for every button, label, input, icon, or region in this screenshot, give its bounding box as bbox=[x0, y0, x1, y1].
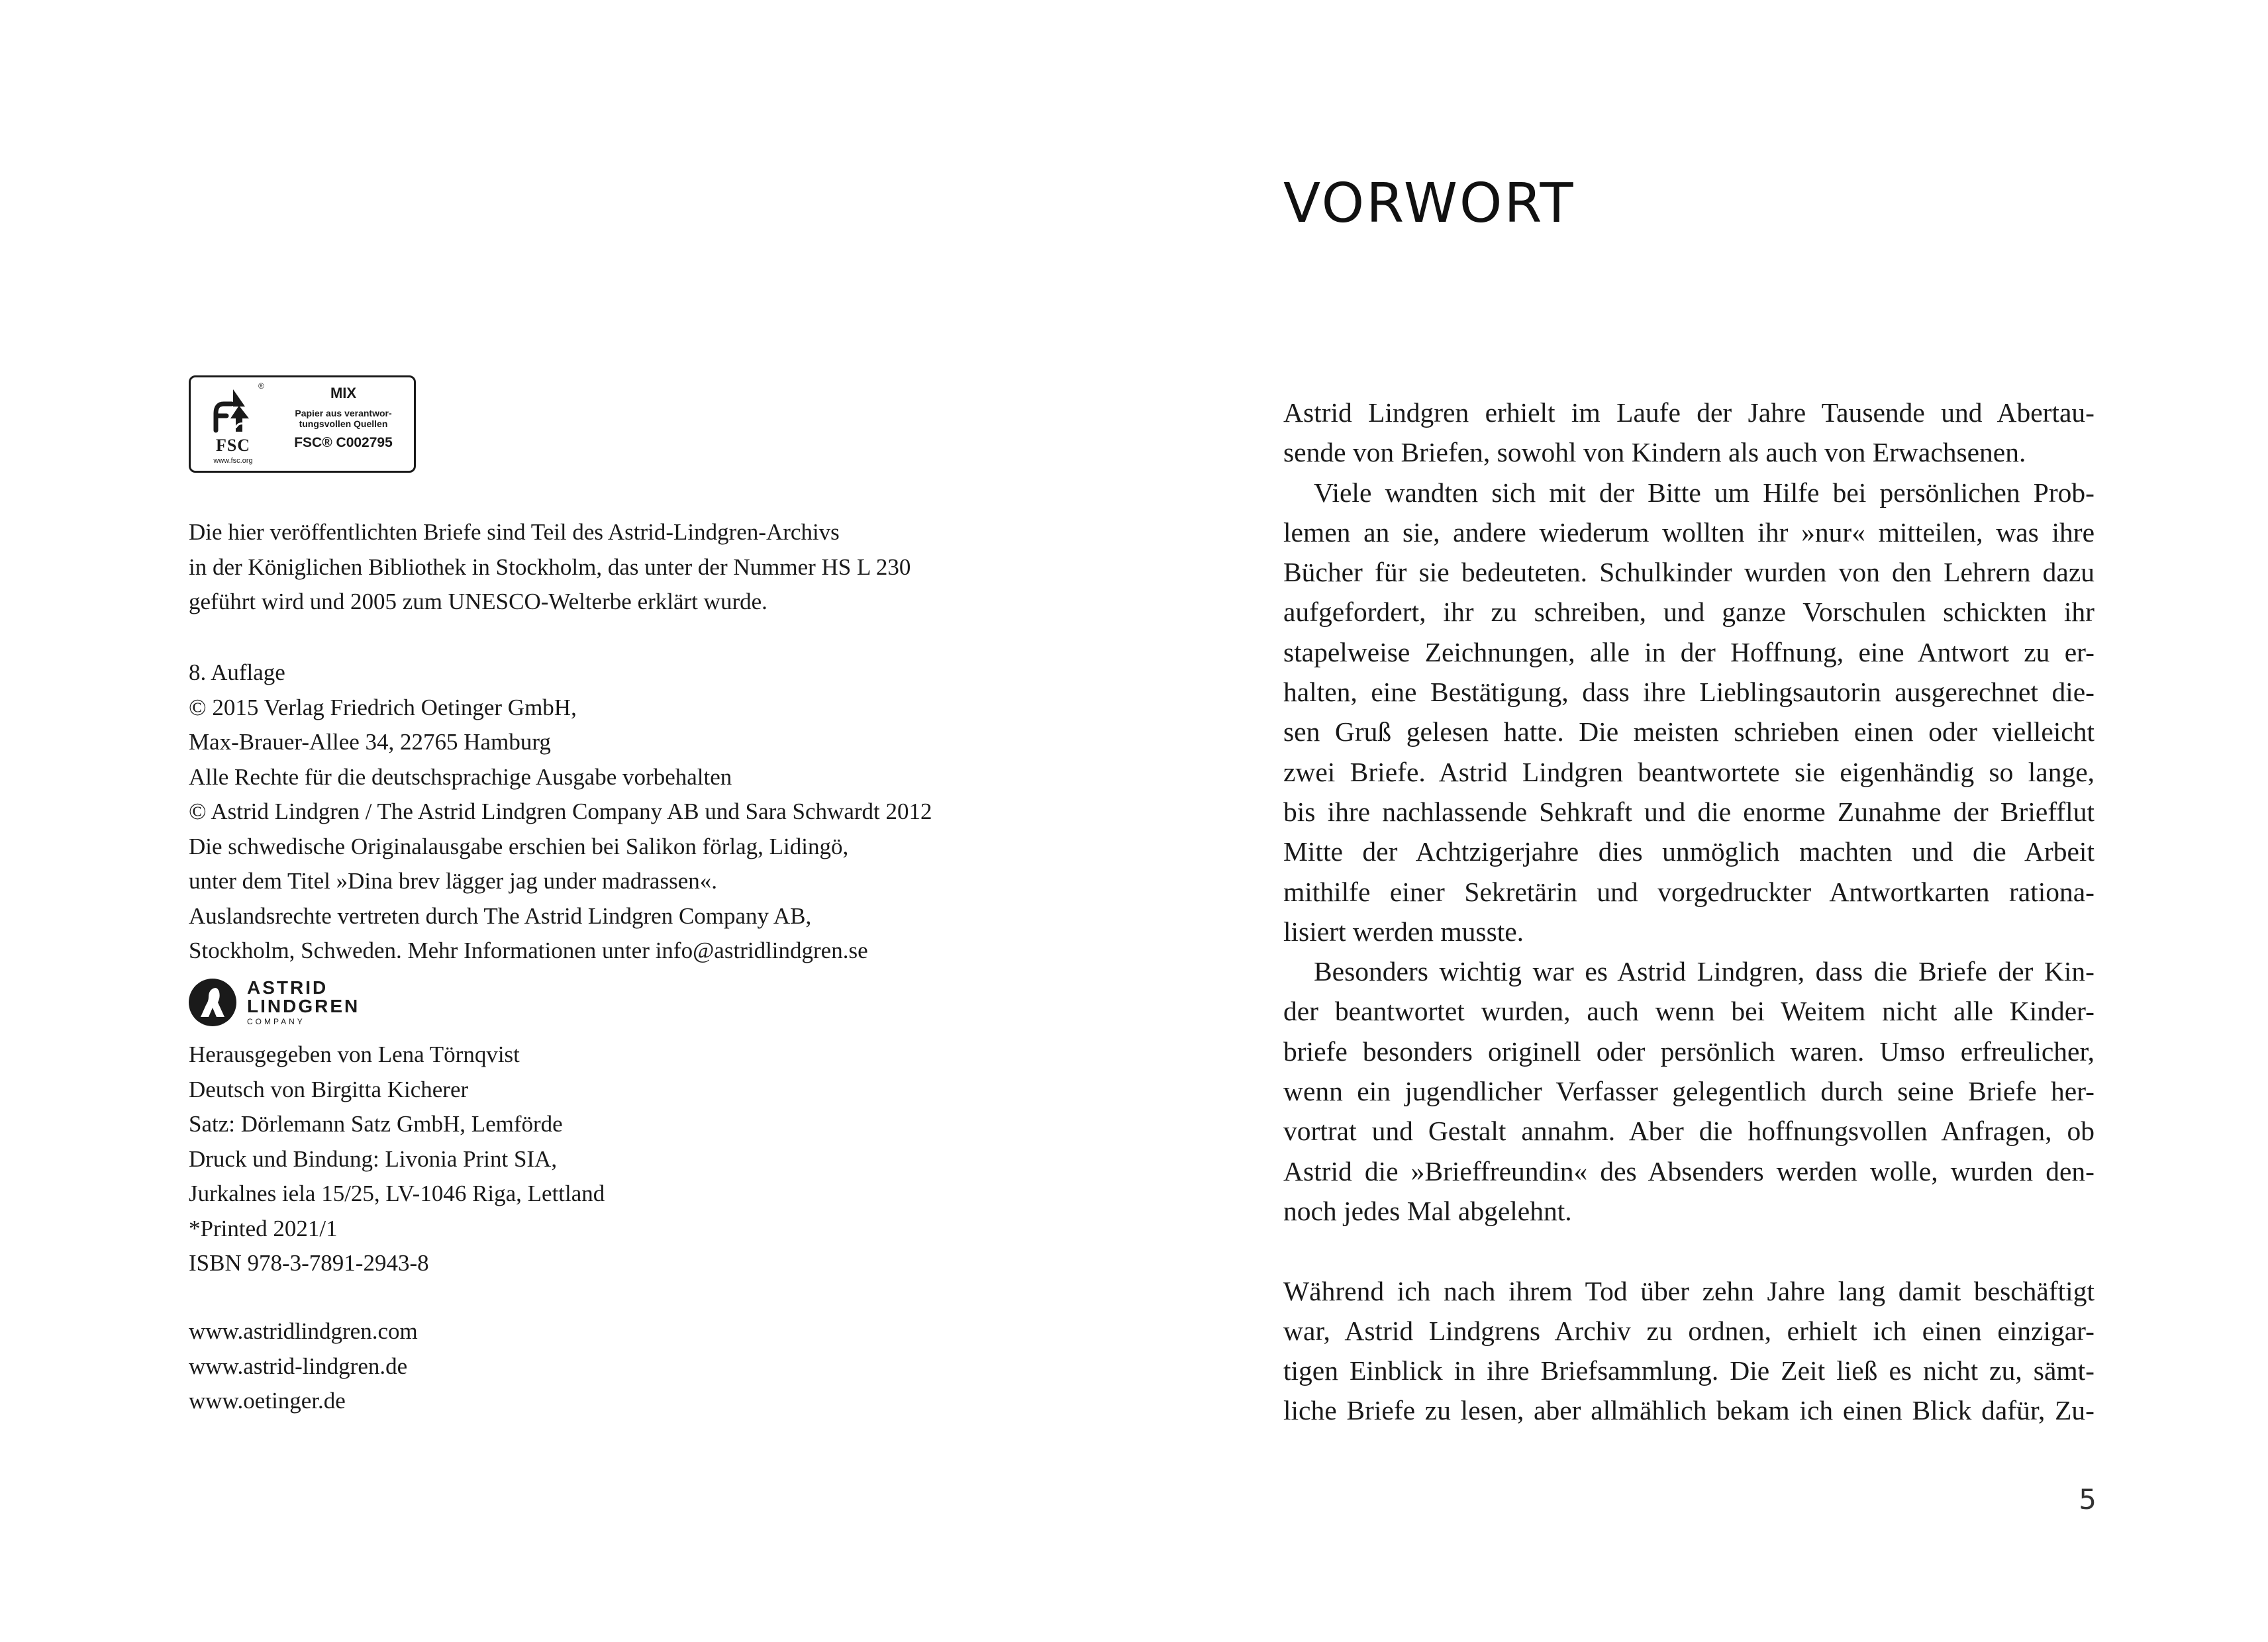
imprint-line: © 2015 Verlag Friedrich Oetinger GmbH, bbox=[189, 694, 577, 720]
fsc-registered-mark: ® bbox=[258, 381, 264, 391]
imprint-line: Stockholm, Schweden. Mehr Informationen unter info@astridlindgren.se bbox=[189, 938, 868, 963]
page-number: 5 bbox=[2079, 1483, 2096, 1516]
fsc-mix-label: MIX bbox=[330, 385, 357, 401]
imprint-line: Druck und Bindung: Livonia Print SIA, bbox=[189, 1145, 558, 1172]
imprint-line: 8. Auflage bbox=[189, 659, 285, 685]
text-line: zwei Briefe. Astrid Lindgren beantwortete sie eigenhändig so lange, bbox=[1283, 756, 2095, 787]
imprint-line: Satz: Dörlemann Satz GmbH, Lemförde bbox=[189, 1111, 563, 1137]
chapter-heading: VORWORT bbox=[1283, 172, 1575, 235]
imprint-line: © Astrid Lindgren / The Astrid Lindgren Company AB und Sara Schwardt 2012 bbox=[189, 798, 932, 824]
company-logo-text bbox=[247, 979, 360, 1028]
text-line: sen Gruß gelesen hatte. Die meisten schrieben einen oder vielleicht bbox=[1283, 716, 2095, 748]
company-logo-line: LINDGREN bbox=[247, 996, 360, 1016]
text-line: lisiert werden musste. bbox=[1283, 916, 1524, 947]
astrid-lindgren-company-logo bbox=[189, 979, 387, 1033]
fsc-brand-text: FSC bbox=[215, 436, 251, 455]
text-line: vortrat und Gestalt annahm. Aber die hoffnungsvollen Anfragen, ob bbox=[1283, 1116, 2095, 1147]
imprint-line: Max-Brauer-Allee 34, 22765 Hamburg bbox=[189, 729, 551, 755]
text-line: Astrid die »Brieffreundin« des Absenders werden wolle, wurden den- bbox=[1283, 1155, 2095, 1186]
text-line: der beantwortet wurden, auch wenn bei Weitem nicht alle Kinder- bbox=[1283, 996, 2095, 1027]
text-line: liche Briefe zu lesen, aber allmählich bekam ich einen Blick dafür, Zu- bbox=[1283, 1395, 2095, 1426]
text-line: Viele wandten sich mit der Bitte um Hilfe bei persönlichen Prob- bbox=[1314, 477, 2095, 508]
fsc-description-line: tungsvollen Quellen bbox=[299, 418, 388, 429]
text-line: wenn ein jugendlicher Verfasser gelegentlich durch seine Briefe her- bbox=[1283, 1076, 2095, 1107]
preface-body bbox=[1283, 393, 2095, 1431]
fsc-description-line: Papier aus verantwor- bbox=[295, 408, 392, 418]
text-line: war, Astrid Lindgrens Archiv zu ordnen, erhielt ich einen einzigar- bbox=[1283, 1315, 2095, 1346]
astrid-lindgren-silhouette-icon bbox=[189, 979, 236, 1026]
text-line: noch jedes Mal abgelehnt. bbox=[1283, 1195, 1572, 1226]
fsc-description bbox=[275, 408, 411, 429]
website-link: www.astrid-lindgren.de bbox=[189, 1353, 408, 1379]
text-line: bis ihre nachlassende Sehkraft und die enorme Zunahme der Briefflut bbox=[1283, 796, 2095, 827]
text-line: aufgefordert, ihr zu schreiben, und ganze Vorschulen schickten ihr bbox=[1283, 597, 2095, 628]
imprint-line: Alle Rechte für die deutschsprachige Ausgabe vorbehalten bbox=[189, 763, 732, 790]
imprint-line: unter dem Titel »Dina brev lägger jag under madrassen«. bbox=[189, 868, 717, 894]
company-logo-line: COMPANY bbox=[247, 1017, 305, 1026]
imprint-line: in der Königlichen Bibliothek in Stockholm, das unter der Nummer HS L 230 bbox=[189, 554, 911, 580]
fsc-label-text bbox=[275, 384, 411, 452]
text-line: tigen Einblick in ihre Briefsammlung. Die Zeit ließ es nicht zu, sämt- bbox=[1283, 1355, 2095, 1386]
website-link: www.oetinger.de bbox=[189, 1388, 346, 1414]
imprint-line: Jurkalnes iela 15/25, LV-1046 Riga, Lettland bbox=[189, 1181, 605, 1206]
imprint-line: Die schwedische Originalausgabe erschien bei Salikon förlag, Lidingö, bbox=[189, 833, 849, 859]
text-line: Bücher für sie bedeuteten. Schulkinder wurden von den Lehrern dazu bbox=[1283, 557, 2095, 588]
paragraph-spacer bbox=[1283, 1231, 2095, 1271]
imprint-line: geführt wird und 2005 zum UNESCO-Welterbe erklärt wurde. bbox=[189, 589, 767, 614]
fsc-license-code: FSC® C002795 bbox=[294, 435, 393, 450]
text-line: halten, eine Bestätigung, dass ihre Lieblingsautorin ausgerechnet die- bbox=[1283, 677, 2095, 708]
imprint-line: ISBN 978-3-7891-2943-8 bbox=[189, 1250, 429, 1276]
imprint-line: Herausgegeben von Lena Törnqvist bbox=[189, 1041, 520, 1067]
rights-notice bbox=[189, 655, 932, 969]
imprint-line: Auslandsrechte vertreten durch The Astrid Lindgren Company AB, bbox=[189, 902, 812, 929]
website-list bbox=[189, 1314, 418, 1419]
production-credits bbox=[189, 1038, 605, 1281]
imprint-line: Die hier veröffentlichten Briefe sind Teil des Astrid-Lindgren-Archivs bbox=[189, 519, 840, 545]
text-line: lemen an sie, andere wiederum wollten ihr »nur« mitteilen, was ihre bbox=[1283, 516, 2095, 548]
text-line: Besonders wichtig war es Astrid Lindgren, dass die Briefe der Kin- bbox=[1314, 956, 2095, 987]
archive-note bbox=[189, 515, 911, 620]
text-line: Während ich nach ihrem Tod über zehn Jahre lang damit beschäftigt bbox=[1283, 1275, 2095, 1306]
text-line: Mitte der Achtzigerjahre dies unmöglich machten und die Arbeit bbox=[1283, 836, 2095, 867]
fsc-certification-label bbox=[189, 375, 416, 473]
imprint-line: Deutsch von Birgitta Kicherer bbox=[189, 1076, 469, 1102]
text-line: briefe besonders originell oder persönlich waren. Umso erfreulicher, bbox=[1283, 1036, 2095, 1067]
text-line: stapelweise Zeichnungen, alle in der Hoffnung, eine Antwort zu er- bbox=[1283, 636, 2095, 667]
fsc-website: www.fsc.org bbox=[213, 457, 253, 465]
website-link: www.astridlindgren.com bbox=[189, 1318, 418, 1344]
text-line: Astrid Lindgren erhielt im Laufe der Jahre Tausende und Abertau- bbox=[1283, 397, 2095, 428]
fsc-logo bbox=[199, 381, 271, 469]
fsc-tree-icon bbox=[207, 384, 260, 437]
text-line: mithilfe einer Sekretärin und vorgedruckter Antwortkarten rationa- bbox=[1283, 876, 2095, 907]
company-logo-line: ASTRID bbox=[247, 977, 328, 998]
text-line: sende von Briefen, sowohl von Kindern als auch von Erwachsenen. bbox=[1283, 437, 2026, 468]
imprint-line: *Printed 2021/1 bbox=[189, 1215, 338, 1241]
